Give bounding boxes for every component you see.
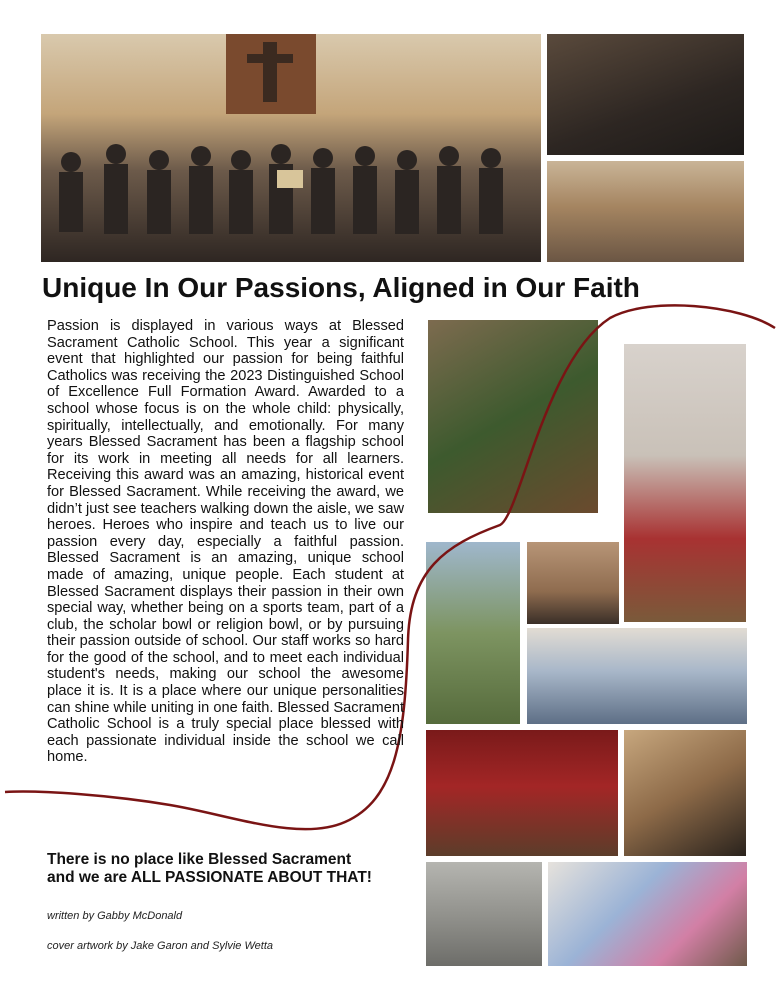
students-classroom-photo-2: [527, 628, 747, 724]
church-pews-photo: [547, 161, 744, 262]
students-classroom-photo-1: [527, 542, 619, 624]
tagline-line-1: There is no place like Blessed Sacrament: [47, 851, 352, 868]
article-tagline: [47, 851, 427, 887]
staff-award-group-photo: [41, 34, 541, 262]
author-byline: written by Gabby McDonald: [47, 910, 183, 922]
tagline-line-2: and we are ALL PASSIONATE ABOUT THAT!: [47, 869, 372, 886]
basketball-game-photo: [624, 344, 746, 622]
students-candles-photo: [547, 34, 744, 155]
student-with-camera-photo: [624, 730, 746, 856]
artwork-credit: cover artwork by Jake Garon and Sylvie Wetta: [47, 940, 274, 952]
school-play-stage-photo: [426, 730, 618, 856]
students-craft-activity-photo: [428, 320, 598, 513]
student-scooter-photo: [426, 862, 542, 966]
students-painting-banner-photo: [548, 862, 747, 966]
article-headline: Unique In Our Passions, Aligned in Our Faith: [42, 272, 640, 303]
article-body: Passion is displayed in various ways at Blessed Sacrament Catholic School. This year a significant event that highlighted our passion for being faithful Catholics was receiving the 2023 Distinguished School of Excellence Full Formation Award. Awarded to a school whose focus is on the whole child: physically, spiritually, intellectually, and emotionally. For many years Blessed Sacrament has been a flagship school for its work in meeting all needs for all learners. Receiving this award was an amazing, historical event for Blessed Sacrament. While receiving the award, we didn’t just see teachers walking down the aisle, we saw heroes. Heroes who inspire and teach us to live our passion every day, especially a faithful passion. Blessed Sacrament is an amazing, unique school made of amazing, unique people. Each student at Blessed Sacrament displays their passion in their own special way, whether being on a sports team, part of a club, the scholar bowl or religion bowl, or by pursuing their passion outside of school. Our staff works so hard for the good of the school, and to meet each individual student's needs, making our school the awesome place it is. It is a place where our unique personalities can shine while uniting in one faith. Blessed Sacrament Catholic School is a truly special place blessed with each passionate individual inside the school we call home.: [47, 318, 404, 766]
cross-country-runner-photo: [426, 542, 520, 724]
group-photo-illustration: [41, 34, 541, 262]
